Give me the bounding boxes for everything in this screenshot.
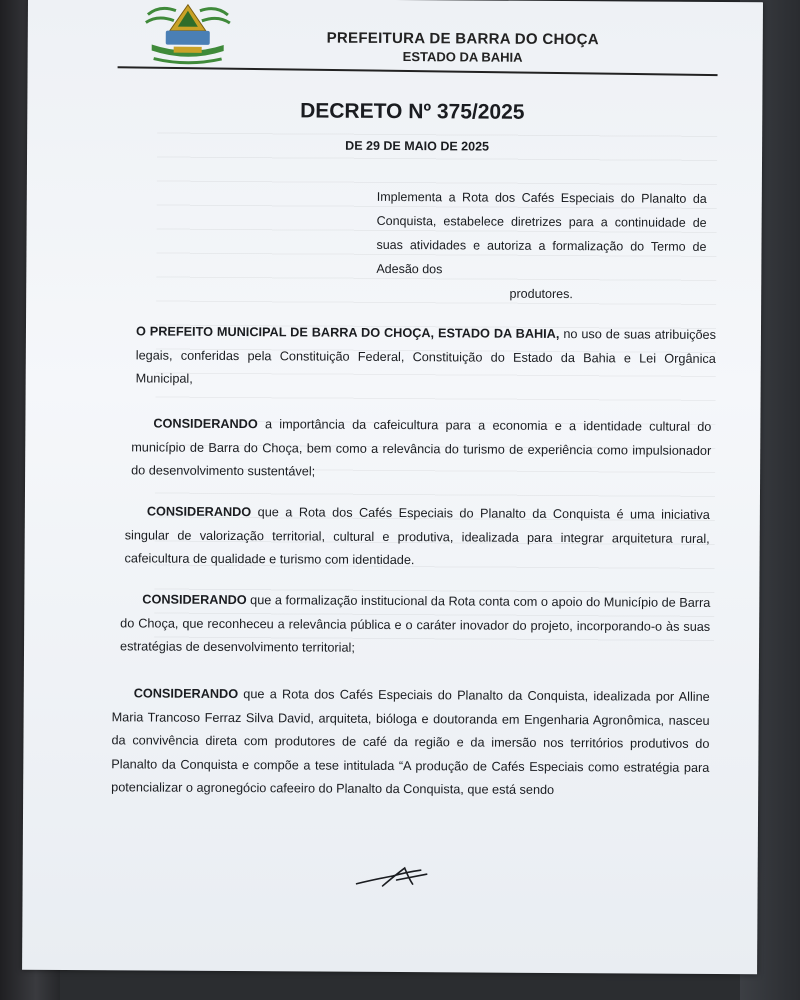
preamble-bold: O PREFEITO MUNICIPAL DE BARRA DO CHOÇA, ESTADO DA BAHIA, (135, 324, 560, 342)
considerando-text: que a Rota dos Cafés Especiais do Planalto da Conquista é uma iniciativa singular de valorização territorial, cultural e produtiva, idealizada para integrar arquitetura rural, cafeicultura de qualidade e turismo com identidade. (124, 505, 710, 568)
considerando-text: a importância da cafeicultura para a economia e a identidade cultural do município de Barra do Choça, bem como a relevância do turismo de experiência como impulsionador do desenvolvimento sustentável; (131, 417, 712, 479)
considerando-paragraph-1 (131, 412, 711, 486)
preamble-text: no uso de suas atribuições legais, conferidas pela Constituição Federal, Constituição do Estado da Bahia e Lei Orgânica Municipal, (135, 327, 717, 386)
considerando-paragraph-2 (125, 500, 710, 574)
decree-document-page (22, 0, 763, 974)
decree-date: DE 29 DE MAIO DE 2025 (345, 138, 490, 154)
municipal-coat-of-arms-logo (140, 0, 236, 67)
decree-summary (376, 185, 707, 307)
municipality-header (298, 29, 628, 65)
preamble-paragraph (136, 320, 716, 394)
municipality-name: PREFEITURA DE BARRA DO CHOÇA (326, 29, 599, 49)
considerando-paragraph-3 (120, 588, 710, 662)
considerando-bold: CONSIDERANDO (146, 504, 252, 520)
state-name: ESTADO DA BAHIA (402, 49, 523, 65)
considerando-paragraph-4 (111, 682, 710, 803)
considerando-bold: CONSIDERANDO (142, 592, 247, 608)
decree-title: DECRETO Nº 375/2025 (300, 99, 525, 124)
initials-signature (353, 862, 433, 892)
considerando-text: que a Rota dos Cafés Especiais do Planalto da Conquista, idealizada por Alline Maria Trancoso Ferraz Silva David, arquiteta, bióloga e doutoranda em Engenharia Agronômica, nasceu da convivência direta com produtores de café da região e da imersão nos territórios produtivos do Planalto da Conquista e compõe a tese intitulada “A produção de Cafés Especiais como estratégia para potencializar o agronegócio cafeeiro do Planalto da Conquista, que está sendo (111, 687, 710, 797)
considerando-text: que a formalização institucional da Rota conta com o apoio do Município de Barra do Choça, que reconheceu a relevância pública e o caráter inovador do projeto, incorporando-o às suas estratégias de desenvolvimento territorial; (120, 593, 711, 655)
decree-summary-text: Implementa a Rota dos Cafés Especiais do Planalto da Conquista, estabelece diretrizes para a continuidade de suas atividades e autoriza a formalização do Termo de Adesão dos (376, 189, 707, 277)
considerando-bold: CONSIDERANDO (153, 416, 258, 432)
considerando-bold: CONSIDERANDO (133, 686, 239, 702)
decree-summary-last-line: produtores. (509, 286, 573, 302)
header-divider (118, 66, 718, 76)
